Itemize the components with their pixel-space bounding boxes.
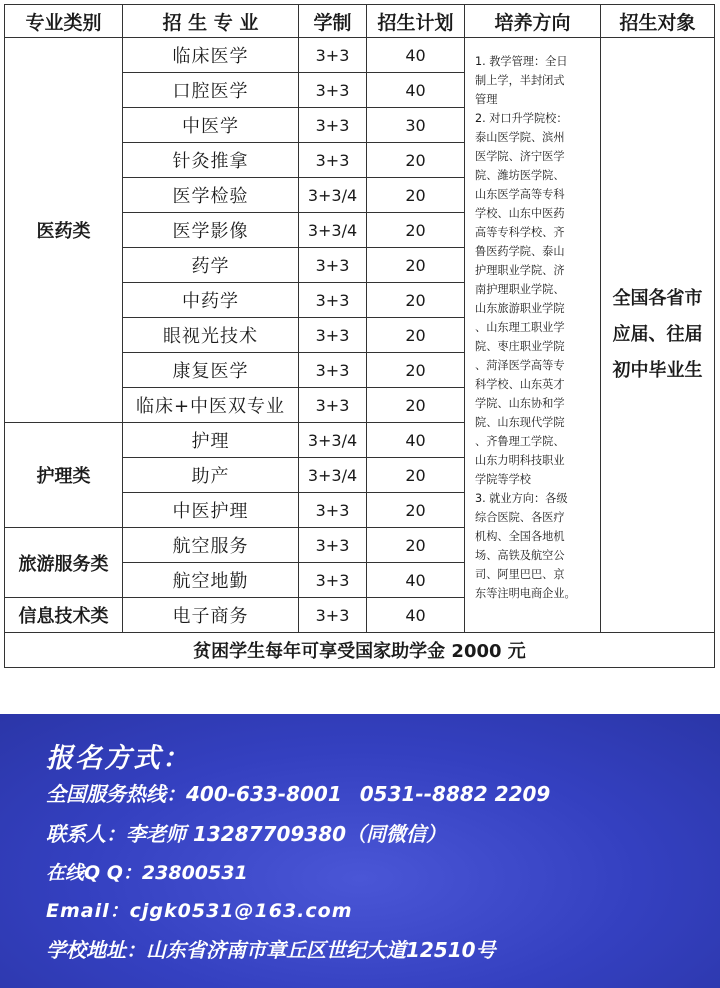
direction-line: 场、高铁及航空公	[475, 549, 565, 562]
direction-line: 东等注明电商企业。	[475, 587, 576, 600]
direction-line: 院、枣庄职业学院	[475, 340, 565, 353]
direction-line: 机构、全国各地机	[475, 530, 565, 543]
direction-line: 泰山医学院、滨州	[475, 131, 565, 144]
duration-cell: 3+3	[299, 598, 367, 633]
plan-cell: 20	[367, 248, 465, 283]
direction-line: 医学院、济宁医学	[475, 150, 565, 163]
direction-line: 学校、山东中医药	[475, 207, 565, 220]
direction-line: 学院等学校	[475, 473, 531, 486]
address-value: 山东省济南市章丘区世纪大道12510号	[146, 938, 496, 962]
direction-line: 3. 就业方向：各级	[475, 492, 568, 505]
direction-line: 、齐鲁理工学院、	[475, 435, 565, 448]
qq-value[interactable]: 23800531	[141, 862, 248, 884]
direction-line: 南护理职业学院、	[475, 283, 565, 296]
duration-cell: 3+3	[299, 528, 367, 563]
target-line: 应届、往届	[612, 324, 703, 345]
major-cell: 眼视光技术	[123, 318, 299, 353]
plan-cell: 20	[367, 493, 465, 528]
plan-cell: 20	[367, 318, 465, 353]
contact-person-line	[46, 818, 446, 847]
plan-cell: 30	[367, 108, 465, 143]
category-tourism: 旅游服务类	[5, 528, 123, 598]
plan-cell: 20	[367, 178, 465, 213]
duration-cell: 3+3	[299, 318, 367, 353]
direction-line: 、菏泽医学高等专	[475, 359, 565, 372]
header-category: 专业类别	[5, 5, 123, 38]
direction-line: 管理	[475, 93, 498, 106]
category-nursing: 护理类	[5, 423, 123, 528]
direction-line: 制上学，半封闭式	[475, 74, 565, 87]
plan-cell: 20	[367, 283, 465, 318]
admission-target	[601, 38, 715, 633]
duration-cell: 3+3	[299, 38, 367, 73]
major-cell: 航空服务	[123, 528, 299, 563]
email-line	[46, 896, 353, 923]
major-cell: 医学影像	[123, 213, 299, 248]
header-major: 招 生 专 业	[123, 5, 299, 38]
duration-cell: 3+3/4	[299, 213, 367, 248]
header-plan: 招生计划	[367, 5, 465, 38]
qq-label: 在线Q Q：	[46, 862, 142, 884]
duration-cell: 3+3/4	[299, 458, 367, 493]
training-direction	[465, 38, 601, 633]
header-direction: 培养方向	[465, 5, 601, 38]
direction-line: 山东医学高等专科	[475, 188, 565, 201]
plan-cell: 40	[367, 73, 465, 108]
duration-cell: 3+3	[299, 493, 367, 528]
subsidy-note: 贫困学生每年可享受国家助学金 2000 元	[5, 633, 715, 668]
contact-heading: 报名方式：	[46, 743, 191, 774]
major-cell: 中医护理	[123, 493, 299, 528]
plan-cell: 40	[367, 563, 465, 598]
duration-cell: 3+3	[299, 563, 367, 598]
table-header-row	[5, 5, 715, 38]
enrollment-table	[4, 4, 715, 668]
plan-cell: 20	[367, 213, 465, 248]
duration-cell: 3+3/4	[299, 423, 367, 458]
category-it: 信息技术类	[5, 598, 123, 633]
plan-cell: 20	[367, 528, 465, 563]
table-row	[5, 38, 715, 73]
major-cell: 药学	[123, 248, 299, 283]
direction-line: 1. 教学管理：全日	[475, 55, 568, 68]
address-line	[46, 934, 496, 963]
major-cell: 电子商务	[123, 598, 299, 633]
major-cell: 医学检验	[123, 178, 299, 213]
major-cell: 护理	[123, 423, 299, 458]
major-cell: 针灸推拿	[123, 143, 299, 178]
major-cell: 口腔医学	[123, 73, 299, 108]
plan-cell: 40	[367, 38, 465, 73]
duration-cell: 3+3	[299, 73, 367, 108]
email-label: Email：	[46, 900, 130, 922]
direction-line: 学院、山东协和学	[475, 397, 565, 410]
duration-cell: 3+3	[299, 248, 367, 283]
plan-cell: 20	[367, 143, 465, 178]
major-cell: 康复医学	[123, 353, 299, 388]
plan-cell: 40	[367, 423, 465, 458]
duration-cell: 3+3	[299, 283, 367, 318]
direction-line: 高等专科学校、齐	[475, 226, 565, 239]
contact-label: 联系人：	[46, 822, 126, 846]
major-cell: 中药学	[123, 283, 299, 318]
direction-line: 科学校、山东英才	[475, 378, 565, 391]
contact-panel	[0, 714, 720, 988]
major-cell: 航空地勤	[123, 563, 299, 598]
major-cell: 助产	[123, 458, 299, 493]
direction-line: 司、阿里巴巴、京	[475, 568, 565, 581]
header-duration: 学制	[299, 5, 367, 38]
duration-cell: 3+3	[299, 388, 367, 423]
duration-cell: 3+3	[299, 143, 367, 178]
direction-line: 山东力明科技职业	[475, 454, 565, 467]
duration-cell: 3+3	[299, 353, 367, 388]
footnote-row	[5, 633, 715, 668]
hotline-number-1[interactable]: 400-633-8001	[186, 782, 342, 806]
hotline-line	[46, 778, 550, 807]
category-medical: 医药类	[5, 38, 123, 423]
major-cell: 临床医学	[123, 38, 299, 73]
direction-line: 护理职业学院、济	[475, 264, 565, 277]
duration-cell: 3+3	[299, 108, 367, 143]
duration-cell: 3+3/4	[299, 178, 367, 213]
target-line: 初中毕业生	[612, 360, 703, 381]
plan-cell: 20	[367, 353, 465, 388]
direction-line: 院、山东现代学院	[475, 416, 565, 429]
direction-line: 院、潍坊医学院、	[475, 169, 565, 182]
contact-value[interactable]: 李老师 13287709380（同微信）	[126, 822, 447, 846]
plan-cell: 40	[367, 598, 465, 633]
hotline-label: 全国服务热线：	[46, 782, 186, 806]
direction-line: 2. 对口升学院校：	[475, 112, 568, 125]
target-line: 全国各省市	[612, 288, 703, 309]
direction-line: 综合医院、各医疗	[475, 511, 565, 524]
major-cell: 中医学	[123, 108, 299, 143]
address-label: 学校地址：	[46, 938, 146, 962]
major-cell: 临床+中医双专业	[123, 388, 299, 423]
direction-line: 山东旅游职业学院	[475, 302, 565, 315]
direction-line: 、山东理工职业学	[475, 321, 565, 334]
plan-cell: 20	[367, 388, 465, 423]
qq-line	[46, 858, 248, 885]
header-target: 招生对象	[601, 5, 715, 38]
hotline-number-2[interactable]: 0531--8882 2209	[359, 782, 551, 806]
plan-cell: 20	[367, 458, 465, 493]
direction-line: 鲁医药学院、泰山	[475, 245, 565, 258]
email-link[interactable]: cjgk0531@163.com	[129, 900, 353, 922]
